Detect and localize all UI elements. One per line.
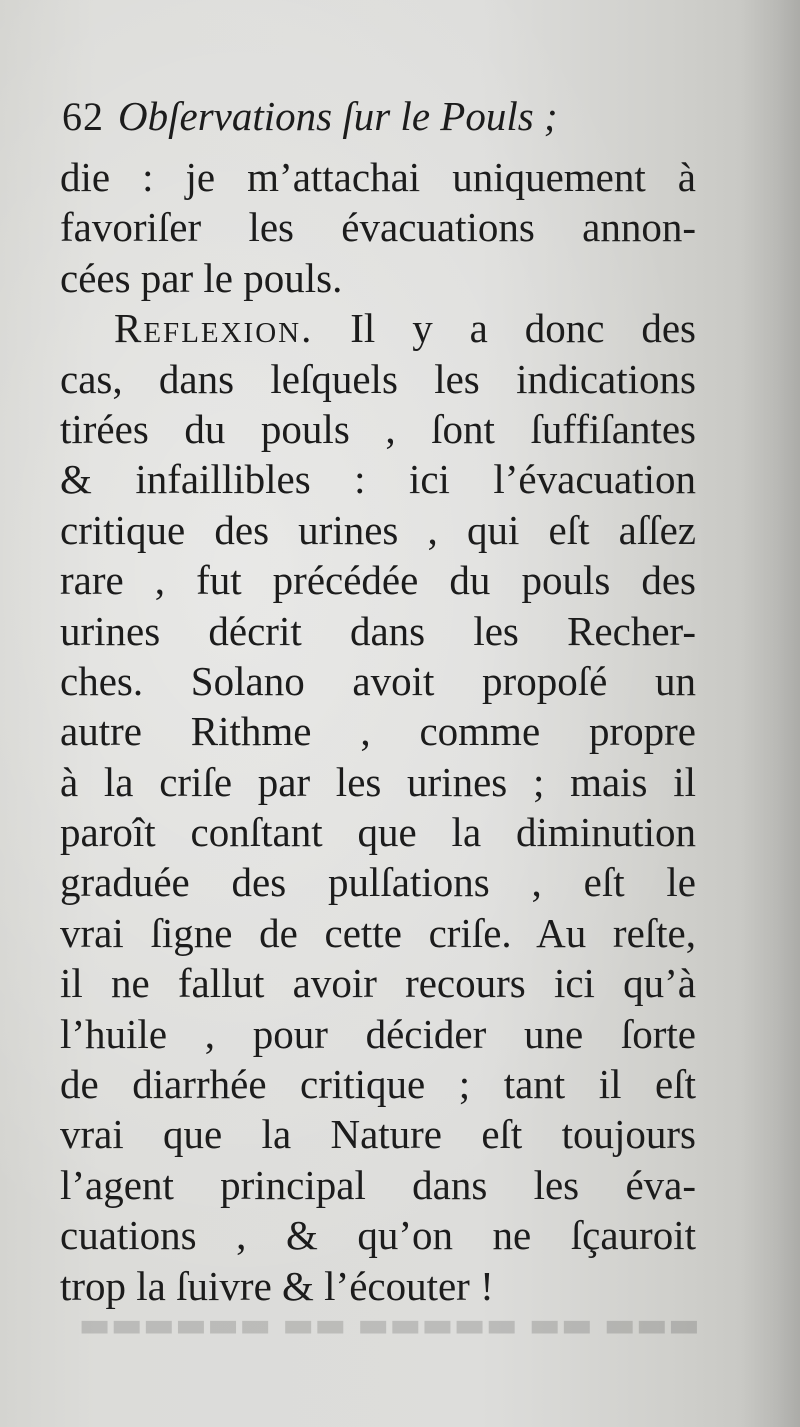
text-line: à la criſe par les urines ; mais il (60, 758, 696, 805)
text-line: vrai ſigne de cette criſe. Au reſte, (60, 909, 696, 956)
running-title: Obſervations ſur le Pouls ; (118, 93, 558, 139)
paragraph-first-line (60, 303, 696, 353)
text-line: graduée des pulſations , eſt le (60, 859, 696, 906)
text-line: l’huile , pour décider une ſorte (60, 1010, 696, 1057)
text-line: l’agent principal dans les éva- (60, 1161, 696, 1208)
text-line: cuations , & qu’on ne ſçauroit (60, 1212, 696, 1259)
body-text (60, 152, 696, 1311)
text-line-rest: Il y a donc des (350, 305, 697, 352)
text-line: rare , fut précédée du pouls des (60, 557, 696, 604)
text-line: trop la ſuivre & l’écouter ! (60, 1262, 494, 1309)
text-line: & infaillibles : ici l’évacuation (60, 456, 696, 503)
text-line: ches. Solano avoit propoſé un (60, 657, 696, 704)
bleed-through-text: ▬▬▬ ▬▬ ▬▬▬▬▬ ▬▬ ▬▬▬▬▬▬ (78, 1305, 700, 1345)
text-line: cas, dans leſquels les indications (60, 355, 696, 402)
text-line: tirées du pouls , ſont ſuffiſantes (60, 405, 696, 452)
page-number: 62 (62, 94, 104, 139)
text-line: de diarrhée critique ; tant il eſt (60, 1061, 696, 1108)
text-line: vrai que la Nature eſt toujours (60, 1111, 696, 1158)
text-line: critique des urines , qui eſt aſſez (60, 506, 696, 553)
reflexion-heading: Reflexion. (114, 305, 314, 352)
text-line: urines décrit dans les Recher- (60, 607, 696, 654)
text-line: paroît conſtant que la diminution (60, 809, 696, 856)
text-line: cées par le pouls. (60, 254, 343, 301)
page-gutter-shadow (740, 0, 800, 1427)
text-line: il ne fallut avoir recours ici qu’à (60, 960, 696, 1007)
page-header (62, 92, 702, 148)
text-line: autre Rithme , comme propre (60, 708, 696, 755)
text-line: favoriſer les évacuations annon- (60, 204, 696, 251)
text-line: die : je m’attachai uniquement à (60, 154, 696, 200)
